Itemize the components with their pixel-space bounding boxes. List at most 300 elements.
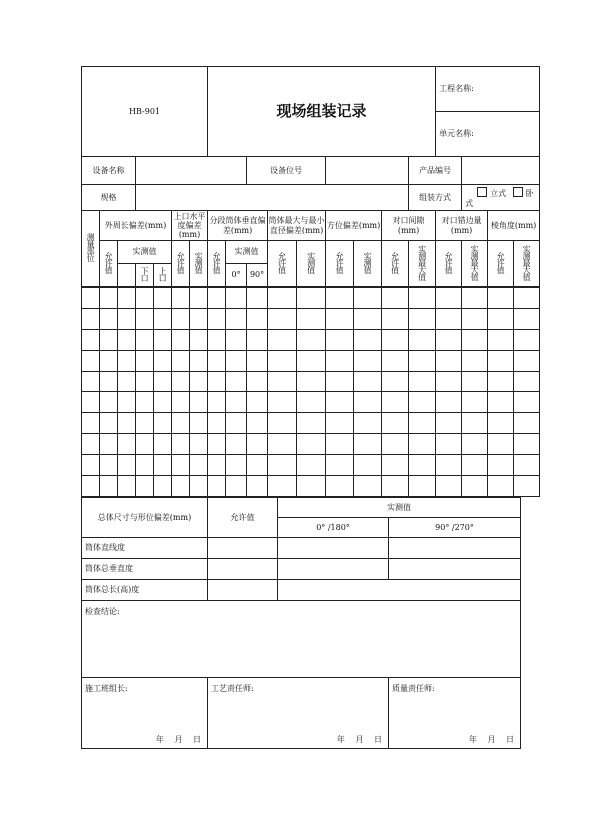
table-cell[interactable] — [488, 434, 514, 455]
table-row — [82, 350, 540, 371]
horizontal-checkbox[interactable] — [513, 187, 523, 197]
table-cell[interactable] — [226, 329, 247, 350]
upper-cell — [154, 264, 172, 287]
equipment-name-label: 设备名称 — [82, 157, 136, 185]
table-cell[interactable] — [436, 392, 462, 413]
table-cell[interactable] — [247, 288, 268, 309]
assembly-method-label: 组装方式 — [409, 185, 462, 211]
table-cell[interactable] — [382, 308, 409, 329]
table-cell[interactable] — [172, 392, 190, 413]
table-cell[interactable] — [154, 371, 172, 392]
table-cell[interactable] — [136, 371, 154, 392]
table-cell[interactable] — [436, 350, 462, 371]
table-cell[interactable] — [488, 476, 514, 497]
table-cell[interactable] — [326, 308, 354, 329]
table-row — [82, 413, 540, 434]
table-cell[interactable] — [268, 350, 297, 371]
table-cell[interactable] — [268, 392, 297, 413]
table-cell[interactable] — [118, 434, 136, 455]
table-cell[interactable] — [462, 434, 488, 455]
table-cell[interactable] — [118, 329, 136, 350]
table-cell[interactable] — [297, 413, 326, 434]
table-cell[interactable] — [488, 350, 514, 371]
table-cell[interactable] — [118, 455, 136, 476]
table-cell[interactable] — [514, 476, 540, 497]
outer-actual-blank — [118, 264, 136, 287]
table-cell[interactable] — [409, 288, 436, 309]
allow-label: 允许值 — [444, 251, 454, 273]
upper-label: 上口 — [158, 266, 168, 281]
quality-engineer-label: 质量责任师: — [392, 683, 435, 693]
part-label: 测量部位 — [86, 233, 96, 262]
conclusion-field[interactable] — [82, 600, 521, 677]
table-cell[interactable] — [354, 476, 382, 497]
table-cell[interactable] — [136, 413, 154, 434]
table-cell[interactable] — [247, 413, 268, 434]
table-cell[interactable] — [409, 476, 436, 497]
table-cell[interactable] — [154, 329, 172, 350]
page-title: 现场组装记录 — [208, 67, 436, 157]
allow-label: 允许值 — [176, 251, 186, 273]
col-misalignment: 对口错边量(mm) — [436, 211, 488, 241]
table-cell[interactable] — [226, 288, 247, 309]
table-cell[interactable] — [226, 413, 247, 434]
table-cell[interactable] — [247, 392, 268, 413]
table-cell[interactable] — [382, 371, 409, 392]
straightness-allow[interactable] — [208, 537, 278, 558]
assembly-method-options — [462, 185, 540, 211]
table-cell[interactable] — [297, 371, 326, 392]
process-engineer-signature[interactable] — [208, 677, 389, 748]
total-vertical-b[interactable] — [389, 558, 521, 579]
table-row — [82, 434, 540, 455]
table-cell[interactable] — [247, 371, 268, 392]
table-cell[interactable] — [190, 329, 208, 350]
equipment-position-value[interactable] — [326, 157, 409, 185]
straightness-a[interactable] — [278, 537, 389, 558]
table-cell[interactable] — [409, 413, 436, 434]
table-cell[interactable] — [172, 371, 190, 392]
table-cell[interactable] — [172, 308, 190, 329]
table-cell[interactable] — [297, 329, 326, 350]
table-cell[interactable] — [326, 371, 354, 392]
table-cell[interactable] — [514, 371, 540, 392]
actual-max-label: 实测最大值 — [522, 244, 532, 280]
allow-label: 允许值 — [496, 251, 506, 273]
table-cell[interactable] — [226, 455, 247, 476]
col-outer-perimeter: 外周长偏差(mm) — [100, 211, 172, 241]
table-cell[interactable] — [208, 413, 226, 434]
table-cell[interactable] — [382, 476, 409, 497]
actual-max-label: 实测最大值 — [417, 244, 427, 280]
table-cell[interactable] — [136, 455, 154, 476]
allow-label: 允许值 — [390, 251, 400, 273]
table-cell[interactable] — [514, 455, 540, 476]
table-cell[interactable] — [354, 392, 382, 413]
table-cell[interactable] — [226, 308, 247, 329]
table-cell[interactable] — [118, 371, 136, 392]
team-leader-date: 年 月 日 — [155, 734, 201, 744]
segment-actual-label: 实测值 — [226, 241, 268, 264]
table-cell[interactable] — [268, 413, 297, 434]
table-cell[interactable] — [354, 308, 382, 329]
table-cell[interactable] — [136, 329, 154, 350]
equipment-name-value[interactable] — [136, 157, 247, 185]
table-cell[interactable] — [154, 434, 172, 455]
diameter-actual-cell — [297, 241, 326, 287]
table-cell[interactable] — [514, 288, 540, 309]
table-cell[interactable] — [326, 434, 354, 455]
table-cell[interactable] — [247, 308, 268, 329]
table-cell[interactable] — [190, 350, 208, 371]
total-length-allow[interactable] — [208, 579, 278, 600]
mis-actual-cell — [462, 241, 488, 287]
table-cell[interactable] — [190, 308, 208, 329]
table-cell[interactable] — [100, 434, 118, 455]
lower-label: 下口 — [140, 266, 150, 281]
table-cell[interactable] — [136, 392, 154, 413]
table-cell[interactable] — [326, 288, 354, 309]
table-cell[interactable] — [100, 413, 118, 434]
summary-actual-label: 实测值 — [278, 497, 521, 517]
angle-a-label: 0° /180° — [278, 517, 389, 537]
table-cell[interactable] — [208, 476, 226, 497]
table-cell[interactable] — [82, 392, 100, 413]
table-cell[interactable] — [154, 413, 172, 434]
table-cell[interactable] — [82, 434, 100, 455]
table-cell[interactable] — [514, 308, 540, 329]
table-cell[interactable] — [382, 455, 409, 476]
outer-allow-cell — [100, 241, 118, 287]
table-cell[interactable] — [436, 308, 462, 329]
table-cell[interactable] — [462, 455, 488, 476]
table-cell[interactable] — [326, 413, 354, 434]
table-cell[interactable] — [100, 329, 118, 350]
team-leader-signature[interactable] — [82, 677, 208, 748]
table-cell[interactable] — [118, 350, 136, 371]
table-cell[interactable] — [136, 476, 154, 497]
table-cell[interactable] — [226, 476, 247, 497]
col-upper-level: 上口水平度偏差(mm) — [172, 211, 208, 241]
table-cell[interactable] — [514, 329, 540, 350]
table-cell[interactable] — [382, 288, 409, 309]
table-cell[interactable] — [100, 371, 118, 392]
table-cell[interactable] — [382, 413, 409, 434]
deg0-label: 0° — [226, 264, 247, 287]
col-azimuth: 方位偏差(mm) — [326, 211, 382, 241]
table-cell[interactable] — [436, 329, 462, 350]
table-cell[interactable] — [208, 371, 226, 392]
table-cell[interactable] — [514, 350, 540, 371]
table-cell[interactable] — [514, 434, 540, 455]
table-cell[interactable] — [100, 392, 118, 413]
table-cell[interactable] — [136, 434, 154, 455]
table-cell[interactable] — [268, 476, 297, 497]
table-cell[interactable] — [326, 329, 354, 350]
process-engineer-date: 年 月 日 — [336, 734, 382, 744]
table-cell[interactable] — [172, 455, 190, 476]
azimuth-actual-cell — [354, 241, 382, 287]
total-vertical-a[interactable] — [278, 558, 389, 579]
col-diameter-diff: 筒体最大与最小直径偏差(mm) — [268, 211, 326, 241]
gap-allow-cell — [382, 241, 409, 287]
col-segment-vertical: 分段筒体垂直偏差(mm) — [208, 211, 268, 241]
table-cell[interactable] — [436, 434, 462, 455]
table-cell[interactable] — [354, 455, 382, 476]
total-length-label: 筒体总长(高)度 — [82, 579, 208, 600]
table-cell[interactable] — [462, 476, 488, 497]
quality-engineer-signature[interactable] — [389, 677, 521, 748]
total-vertical-allow[interactable] — [208, 558, 278, 579]
mis-allow-cell — [436, 241, 462, 287]
table-cell[interactable] — [488, 329, 514, 350]
table-cell[interactable] — [409, 392, 436, 413]
table-cell[interactable] — [208, 392, 226, 413]
table-cell[interactable] — [268, 288, 297, 309]
table-cell[interactable] — [268, 434, 297, 455]
table-cell[interactable] — [118, 392, 136, 413]
table-cell[interactable] — [208, 350, 226, 371]
summary-allow-label: 允许值 — [208, 497, 278, 537]
product-number-value[interactable] — [462, 157, 540, 185]
table-cell[interactable] — [488, 371, 514, 392]
table-cell[interactable] — [488, 288, 514, 309]
table-cell[interactable] — [409, 455, 436, 476]
table-cell[interactable] — [172, 288, 190, 309]
table-cell[interactable] — [154, 308, 172, 329]
table-cell[interactable] — [462, 288, 488, 309]
straightness-label: 筒体直线度 — [82, 537, 208, 558]
table-cell[interactable] — [226, 392, 247, 413]
upper-allow-cell — [172, 241, 190, 287]
outer-actual-label: 实测值 — [118, 241, 172, 264]
vertical-checkbox[interactable] — [477, 187, 487, 197]
table-cell[interactable] — [488, 455, 514, 476]
table-cell[interactable] — [118, 476, 136, 497]
table-cell[interactable] — [208, 434, 226, 455]
table-cell[interactable] — [462, 308, 488, 329]
table-row — [82, 288, 540, 309]
table-cell[interactable] — [82, 371, 100, 392]
table-cell[interactable] — [154, 288, 172, 309]
table-cell[interactable] — [247, 455, 268, 476]
table-cell[interactable] — [436, 413, 462, 434]
table-cell[interactable] — [326, 455, 354, 476]
table-cell[interactable] — [297, 455, 326, 476]
table-cell[interactable] — [82, 329, 100, 350]
table-cell[interactable] — [190, 371, 208, 392]
quality-engineer-date: 年 月 日 — [468, 734, 514, 744]
table-cell[interactable] — [136, 350, 154, 371]
overall-label: 总体尺寸与形位偏差(mm) — [82, 497, 208, 537]
table-cell[interactable] — [326, 476, 354, 497]
edge-actual-cell — [514, 241, 540, 287]
table-cell[interactable] — [326, 350, 354, 371]
table-cell[interactable] — [297, 434, 326, 455]
table-cell[interactable] — [172, 434, 190, 455]
table-row — [82, 476, 540, 497]
table-cell[interactable] — [208, 308, 226, 329]
unit-name-field[interactable]: 单元名称: — [436, 112, 540, 157]
upper-actual-cell — [190, 241, 208, 287]
total-vertical-label: 筒体总垂直度 — [82, 558, 208, 579]
total-length-actual[interactable] — [278, 579, 521, 600]
table-cell[interactable] — [82, 308, 100, 329]
table-cell[interactable] — [118, 288, 136, 309]
edge-allow-cell — [488, 241, 514, 287]
table-cell[interactable] — [154, 392, 172, 413]
table-cell[interactable] — [268, 329, 297, 350]
table-cell[interactable] — [462, 350, 488, 371]
table-cell[interactable] — [436, 455, 462, 476]
azimuth-allow-cell — [326, 241, 354, 287]
table-cell[interactable] — [190, 392, 208, 413]
table-cell[interactable] — [82, 476, 100, 497]
table-cell[interactable] — [208, 329, 226, 350]
actual-label: 实测值 — [363, 251, 373, 273]
table-cell[interactable] — [382, 434, 409, 455]
table-cell[interactable] — [268, 455, 297, 476]
table-cell[interactable] — [297, 392, 326, 413]
table-cell[interactable] — [409, 350, 436, 371]
table-cell[interactable] — [354, 329, 382, 350]
table-cell[interactable] — [100, 455, 118, 476]
table-cell[interactable] — [488, 392, 514, 413]
table-cell[interactable] — [409, 434, 436, 455]
table-cell[interactable] — [247, 476, 268, 497]
table-cell[interactable] — [326, 392, 354, 413]
table-cell[interactable] — [172, 350, 190, 371]
straightness-b[interactable] — [389, 537, 521, 558]
table-cell[interactable] — [82, 288, 100, 309]
product-number-label: 产品编号 — [409, 157, 462, 185]
allow-label: 允许值 — [277, 251, 287, 273]
conclusion-label: 检查结论: — [85, 606, 120, 616]
diameter-allow-cell — [268, 241, 297, 287]
equipment-position-label: 设备位号 — [247, 157, 326, 185]
table-cell[interactable] — [100, 308, 118, 329]
team-leader-label: 施工班组长: — [85, 683, 128, 693]
table-cell[interactable] — [154, 476, 172, 497]
measure-data-table — [81, 287, 540, 497]
table-cell[interactable] — [247, 434, 268, 455]
table-cell[interactable] — [190, 413, 208, 434]
col-edge-angle: 棱角度(mm) — [488, 211, 540, 241]
table-cell[interactable] — [172, 329, 190, 350]
part-label-cell — [82, 211, 100, 287]
table-cell[interactable] — [190, 288, 208, 309]
table-cell[interactable] — [100, 476, 118, 497]
table-cell[interactable] — [488, 308, 514, 329]
table-cell[interactable] — [409, 371, 436, 392]
table-cell[interactable] — [462, 371, 488, 392]
table-cell[interactable] — [409, 329, 436, 350]
table-cell[interactable] — [436, 371, 462, 392]
table-cell[interactable] — [382, 329, 409, 350]
project-name-field[interactable]: 工程名称: — [436, 67, 540, 112]
table-cell[interactable] — [436, 476, 462, 497]
table-cell[interactable] — [268, 371, 297, 392]
table-cell[interactable] — [172, 413, 190, 434]
table-cell[interactable] — [462, 413, 488, 434]
table-cell[interactable] — [190, 455, 208, 476]
table-cell[interactable] — [354, 434, 382, 455]
table-cell[interactable] — [226, 350, 247, 371]
table-cell[interactable] — [462, 392, 488, 413]
table-cell[interactable] — [247, 350, 268, 371]
table-cell[interactable] — [247, 329, 268, 350]
table-cell[interactable] — [297, 350, 326, 371]
actual-max-label: 实测最大值 — [470, 244, 480, 280]
table-cell[interactable] — [136, 288, 154, 309]
table-cell[interactable] — [354, 288, 382, 309]
table-cell[interactable] — [382, 350, 409, 371]
table-cell[interactable] — [100, 350, 118, 371]
table-cell[interactable] — [354, 413, 382, 434]
table-cell[interactable] — [208, 455, 226, 476]
table-cell[interactable] — [297, 476, 326, 497]
table-cell[interactable] — [488, 413, 514, 434]
table-cell[interactable] — [462, 329, 488, 350]
form-table — [81, 66, 540, 287]
table-row — [82, 308, 540, 329]
table-cell[interactable] — [226, 434, 247, 455]
table-row — [82, 392, 540, 413]
table-cell[interactable] — [409, 308, 436, 329]
table-cell[interactable] — [118, 413, 136, 434]
table-cell[interactable] — [354, 350, 382, 371]
table-cell[interactable] — [154, 350, 172, 371]
table-row — [82, 371, 540, 392]
table-cell[interactable] — [297, 288, 326, 309]
table-cell[interactable] — [226, 371, 247, 392]
table-cell[interactable] — [136, 308, 154, 329]
table-row — [82, 329, 540, 350]
table-row — [82, 455, 540, 476]
table-cell[interactable] — [382, 392, 409, 413]
table-cell[interactable] — [436, 288, 462, 309]
table-cell[interactable] — [268, 308, 297, 329]
col-joint-gap: 对口间隙(mm) — [382, 211, 436, 241]
deg90-label: 90° — [247, 264, 268, 287]
process-engineer-label: 工艺责任师: — [211, 683, 254, 693]
table-cell[interactable] — [172, 476, 190, 497]
vertical-option-label: 立式 — [490, 189, 507, 199]
table-cell[interactable] — [100, 288, 118, 309]
form-code: HB-901 — [82, 67, 208, 157]
table-cell[interactable] — [190, 434, 208, 455]
table-cell[interactable] — [118, 308, 136, 329]
table-cell[interactable] — [154, 455, 172, 476]
segment-allow-cell — [208, 241, 226, 287]
table-cell[interactable] — [354, 371, 382, 392]
horizontal-option-label: 卧式 — [465, 189, 534, 208]
gap-actual-cell — [409, 241, 436, 287]
table-cell[interactable] — [208, 288, 226, 309]
table-cell[interactable] — [190, 476, 208, 497]
allow-label: 允许值 — [335, 251, 345, 273]
angle-b-label: 90° /270° — [389, 517, 521, 537]
table-cell[interactable] — [514, 392, 540, 413]
spec-value[interactable] — [136, 185, 409, 211]
table-cell[interactable] — [297, 308, 326, 329]
actual-label: 实测值 — [194, 251, 204, 273]
table-cell[interactable] — [514, 413, 540, 434]
table-cell[interactable] — [82, 413, 100, 434]
spec-label: 规格 — [82, 185, 136, 211]
table-cell[interactable] — [82, 455, 100, 476]
table-cell[interactable] — [82, 350, 100, 371]
